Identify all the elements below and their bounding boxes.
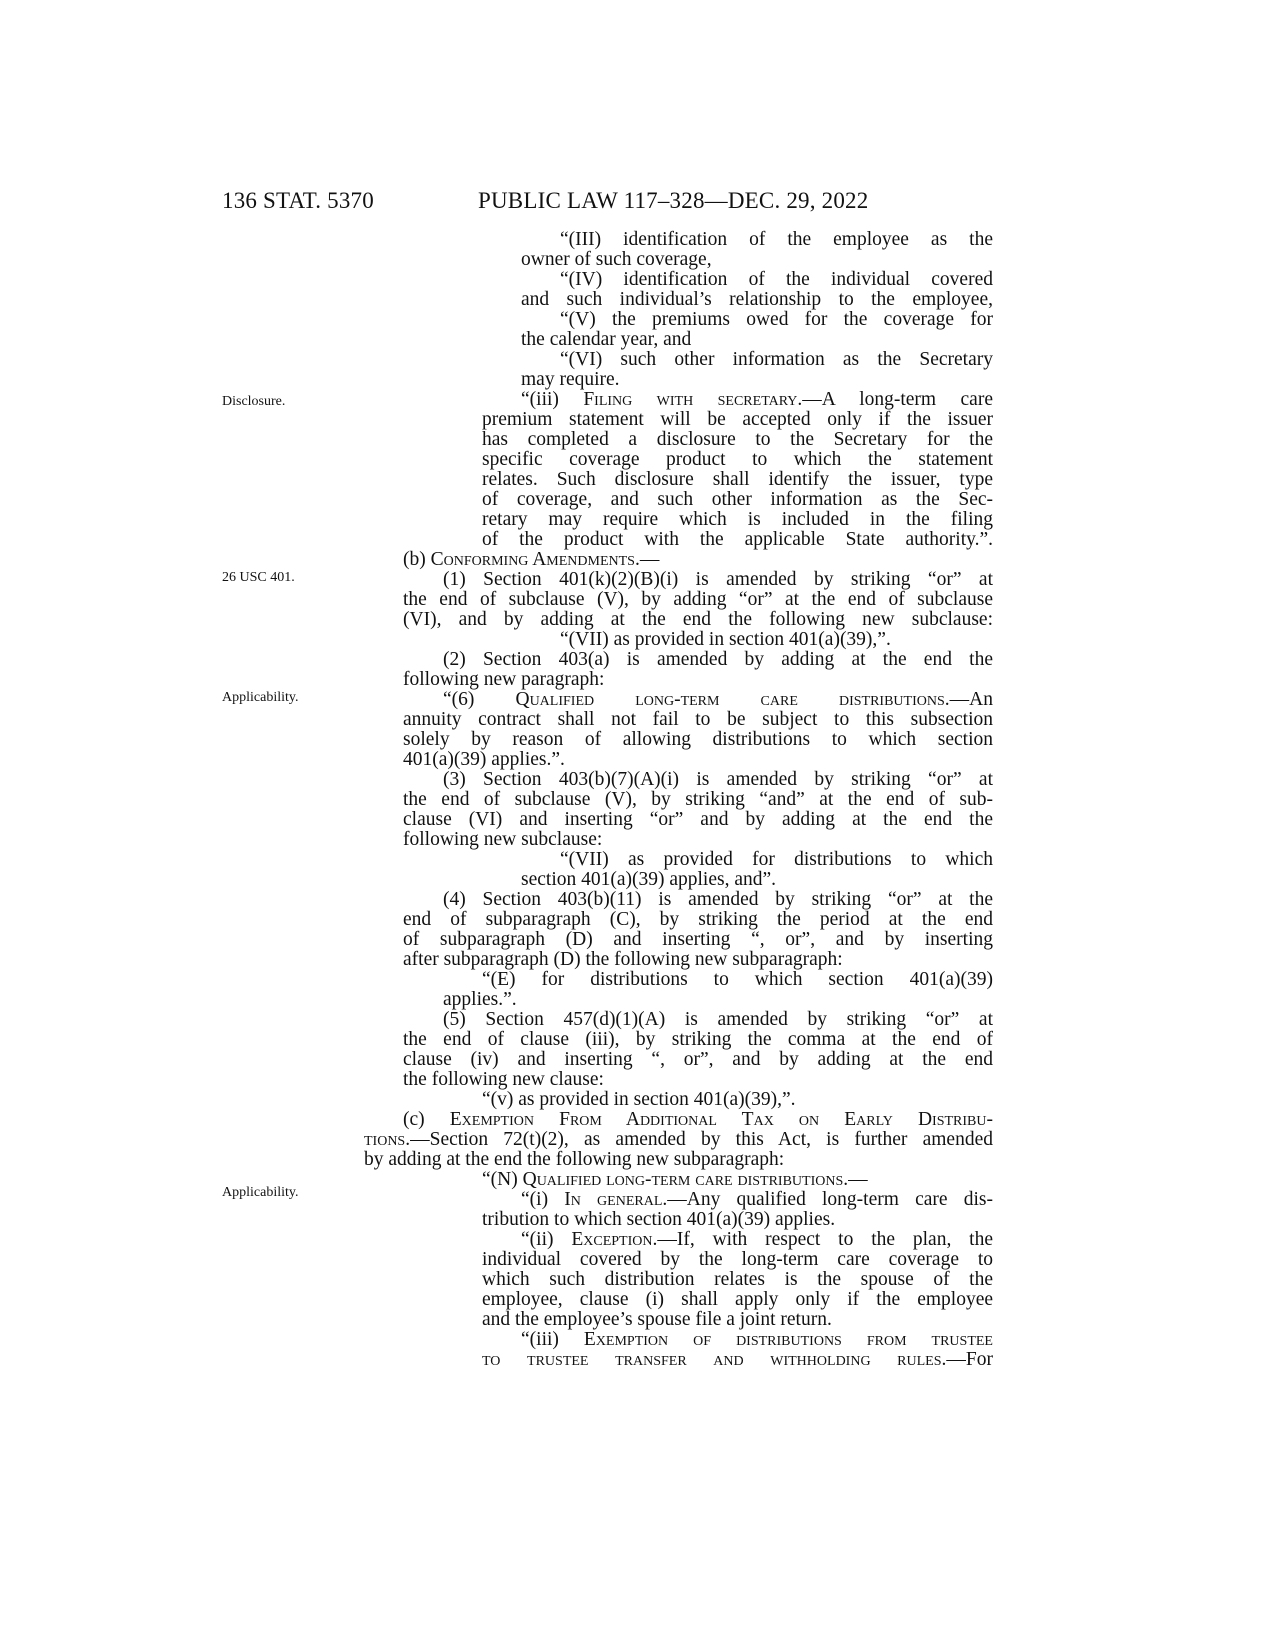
text-line: “(E) for distributions to which section 401(a)(39) xyxy=(482,969,993,990)
text-line: (VI), and by adding at the end the following new subclause: xyxy=(403,609,993,630)
text-line: (5) Section 457(d)(1)(A) is amended by striking “or” at xyxy=(443,1009,993,1030)
text-line: section 401(a)(39) applies, and”. xyxy=(521,869,777,890)
text-line: following new subclause: xyxy=(403,829,603,850)
text-line: (3) Section 403(b)(7)(A)(i) is amended by striking “or” at xyxy=(443,769,993,790)
text-line: of the product with the applicable State authority.”. xyxy=(482,529,993,550)
text-line: the following new clause: xyxy=(403,1069,604,1090)
text-line: tions.—Section 72(t)(2), as amended by this Act, is further amended xyxy=(364,1129,993,1150)
text-line: end of subparagraph (C), by striking the period at the end xyxy=(403,909,993,930)
text-line: 401(a)(39) applies.”. xyxy=(403,749,565,770)
text-line: of subparagraph (D) and inserting “, or”, and by inserting xyxy=(403,929,993,950)
law-title-header: PUBLIC LAW 117–328—DEC. 29, 2022 xyxy=(478,188,869,213)
text-line: applies.”. xyxy=(443,989,517,1010)
text-line: “(v) as provided in section 401(a)(39),”. xyxy=(482,1089,796,1110)
text-line: “(iii) Exemption of distributions from trustee xyxy=(521,1329,993,1350)
margin-note-usc: 26 USC 401. xyxy=(222,570,295,585)
subsection-heading: (b) Conforming Amendments.— xyxy=(403,549,660,570)
text-line: clause (iv) and inserting “, or”, and by adding at the end xyxy=(403,1049,993,1070)
text-line: relates. Such disclosure shall identify the issuer, type xyxy=(482,469,993,490)
margin-note-disclosure: Disclosure. xyxy=(222,394,286,409)
subsection-heading: (c) Exemption From Additional Tax on Early Distribu- xyxy=(403,1109,993,1130)
subparagraph-heading: “(N) Qualified long-term care distributions.— xyxy=(482,1169,868,1190)
text-line: which such distribution relates is the spouse of the xyxy=(482,1269,993,1290)
text-line: by adding at the end the following new subparagraph: xyxy=(364,1149,785,1170)
text-line: (2) Section 403(a) is amended by adding at the end the xyxy=(443,649,993,670)
text-line: “(III) identification of the employee as the xyxy=(560,229,993,250)
text-line: solely by reason of allowing distributions to which section xyxy=(403,729,993,750)
text-line: and the employee’s spouse file a joint return. xyxy=(482,1309,832,1330)
text-line: tribution to which section 401(a)(39) applies. xyxy=(482,1209,836,1230)
text-line: of coverage, and such other information as the Sec- xyxy=(482,489,993,510)
text-line: “(V) the premiums owed for the coverage for xyxy=(560,309,993,330)
text-line: may require. xyxy=(521,369,620,390)
margin-note-applicability: Applicability. xyxy=(222,690,299,705)
text-line: (4) Section 403(b)(11) is amended by striking “or” at the xyxy=(443,889,993,910)
text-line: the end of clause (iii), by striking the comma at the end of xyxy=(403,1029,993,1050)
text-line: retary may require which is included in the filing xyxy=(482,509,993,530)
text-line: the calendar year, and xyxy=(521,329,692,350)
stat-page-number: 136 STAT. 5370 xyxy=(222,188,374,213)
margin-note-applicability: Applicability. xyxy=(222,1185,299,1200)
text-line: the end of subclause (V), by striking “and” at the end of sub- xyxy=(403,789,993,810)
text-line: “(VII) as provided in section 401(a)(39),”. xyxy=(560,629,891,650)
text-line: premium statement will be accepted only if the issuer xyxy=(482,409,993,430)
text-line: individual covered by the long-term care coverage to xyxy=(482,1249,993,1270)
text-line: employee, clause (i) shall apply only if the employee xyxy=(482,1289,993,1310)
clause-heading: Exception xyxy=(571,1229,653,1250)
text-line: “(6) Qualified long-term care distributions.—An xyxy=(443,689,993,710)
text-line: the end of subclause (V), by adding “or” at the end of subclause xyxy=(403,589,993,610)
text-line: “(VI) such other information as the Secretary xyxy=(560,349,993,370)
text-line: specific coverage product to which the statement xyxy=(482,449,993,470)
clause-heading: Filing with secretary xyxy=(583,389,798,410)
text-line: “(i) In general.—Any qualified long-term care dis- xyxy=(521,1189,993,1210)
text-line: “(IV) identification of the individual covered xyxy=(560,269,993,290)
clause-heading: In general xyxy=(564,1189,663,1210)
text-line: (1) Section 401(k)(2)(B)(i) is amended by striking “or” at xyxy=(443,569,993,590)
text-line: “(iii) Filing with secretary.—A long-term care xyxy=(521,389,993,410)
clause-heading: Exemption of distributions from trustee xyxy=(583,1329,993,1350)
text-line: annuity contract shall not fail to be subject to this subsection xyxy=(403,709,993,730)
text-line: has completed a disclosure to the Secretary for the xyxy=(482,429,993,450)
paragraph-heading: Qualified long-term care distributions xyxy=(515,689,945,710)
text-line: owner of such coverage, xyxy=(521,249,712,270)
text-line: “(ii) Exception.—If, with respect to the plan, the xyxy=(521,1229,993,1250)
text-line: after subparagraph (D) the following new subparagraph: xyxy=(403,949,843,970)
text-line: and such individual’s relationship to the employee, xyxy=(521,289,993,310)
text-line: to trustee transfer and withholding rules.—For xyxy=(482,1349,993,1370)
text-line: following new paragraph: xyxy=(403,669,605,690)
text-line: “(VII) as provided for distributions to which xyxy=(560,849,993,870)
text-line: clause (VI) and inserting “or” and by adding at the end the xyxy=(403,809,993,830)
